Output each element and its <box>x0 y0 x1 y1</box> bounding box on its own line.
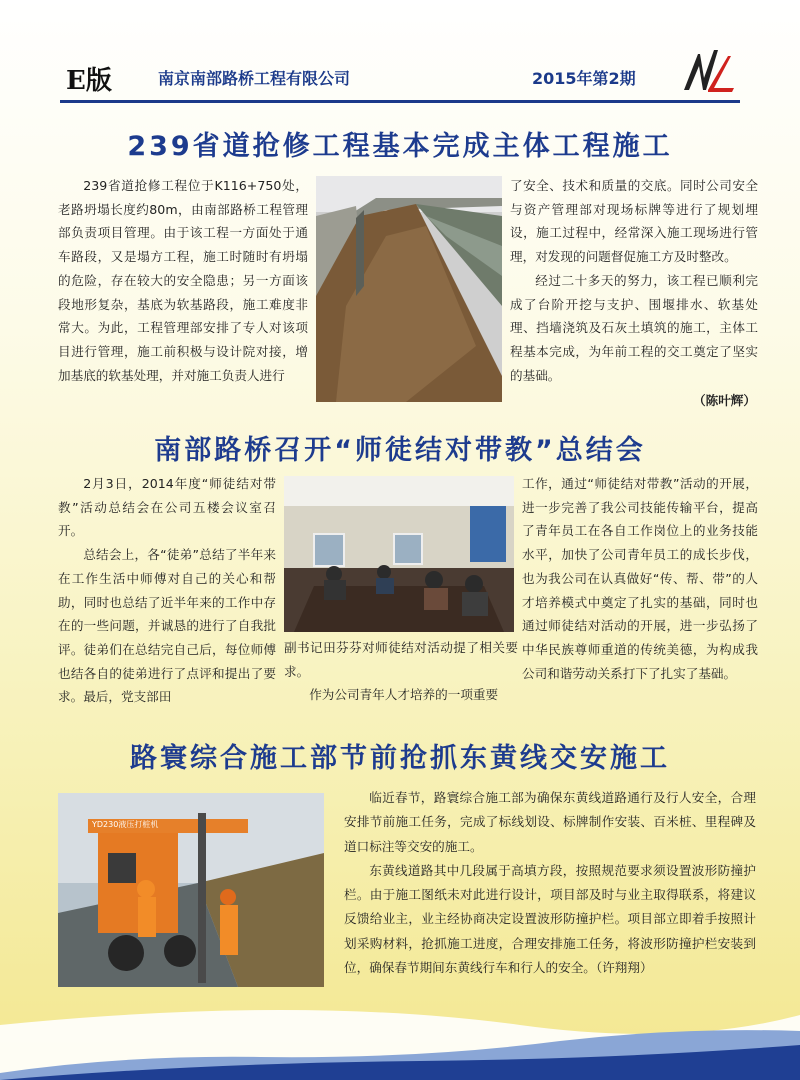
machine-label: YD230液压打桩机 <box>92 820 159 829</box>
article3-text-2: 东黄线道路其中几段属于高填方段，按照规范要求须设置波形防撞护栏。由于施工图纸未对此进行设计，项目部及时与业主取得联系，将建议反馈给业主，业主经协商决定设置波形防撞护栏。项目部立即着手按照计划采购材料，抢抓施工进度，合理安排施工任务，将波形防撞护栏安装到位，确保春节期间东黄线行车和行人的安全。（许翔翔） <box>344 862 756 976</box>
article2-mid-column <box>284 636 518 707</box>
decorative-wave <box>0 985 800 1080</box>
article3-text-1: 临近春节，路寰综合施工部为确保东黄线道路通行及行人安全，合理安排节前施工任务，完成了标线划设、标牌制作安装、百米桩、里程碑及道口标注等交安的施工。 <box>344 790 756 854</box>
article3-text-column <box>344 786 756 980</box>
article2-title: 南部路桥召开“师徒结对带教”总结会 <box>154 435 646 466</box>
article1-right-text-2: 经过二十多天的努力，该工程已顺利完成了台阶开挖与支护、围堰排水、软基处理、挡墙浇筑及石灰土填筑的施工，主体工程基本完成，为年前工程的交工奠定了坚实的基础。 <box>510 272 758 383</box>
page-header <box>0 0 800 112</box>
article1-right-text-1: 了安全、技术和质量的交底。同时公司安全与资产管理部对现场标牌等进行了规划埋设，施工过程中，经常深入施工现场进行管理，对发现的问题督促施工方及时整改。 <box>510 178 758 265</box>
article2-left-column <box>58 472 276 709</box>
header-rule <box>60 100 740 103</box>
article1-right-column <box>510 174 758 387</box>
nl-logo-icon <box>678 44 738 100</box>
meeting-icon <box>284 476 514 632</box>
company-name: 南京南部路桥工程有限公司 <box>158 69 351 88</box>
article1-left-column <box>58 174 308 387</box>
article1-title: 239省道抢修工程基本完成主体工程施工 <box>127 131 673 162</box>
article2-right-text: 工作，通过“师徒结对带教”活动的开展，进一步完善了我公司技能传输平台，提高了青年员工在各自工作岗位上的业务技能水平，加快了公司青年员工的成长步伐，也为我公司在认真做好“传、帮、带”的人才培养模式中奠定了扎实的基础，同时也通过师徒结对活动的开展，进一步弘扬了中华民族尊师重道的传统美德，为构成我公司和谐劳动关系打下了扎实了基础。 <box>522 476 758 681</box>
article2-mid-text-1: 副书记田芬芬对师徒结对活动提了相关要求。 <box>284 640 518 679</box>
edition-label: E版 <box>66 66 112 96</box>
article2-left-text-2: 总结会上，各“徒弟”总结了半年来在工作生活中师傅对自己的关心和帮助，同时也总结了近半年来的工作中存在的一些问题，并诚恳的进行了自我批评。徒弟们在总结完自己后，每位师傅也结各自的徒弟进行了点评和提出了要求。最后，党支部田 <box>58 547 276 705</box>
article1-author: （陈叶辉） <box>693 393 756 408</box>
article2-right-column <box>522 472 758 685</box>
meeting-photo <box>284 476 514 632</box>
article2-left-text-1: 2月3日，2014年度“师徒结对带教”活动总结会在公司五楼会议室召开。 <box>58 476 276 539</box>
pile-driver-photo <box>58 793 324 987</box>
article1-left-text: 239省道抢修工程位于K116+750处，老路坍塌长度约80m，由南部路桥工程管理部负责项目管理。由于该工程一方面处于通车路段，又是塌方工程，施工时随时有坍塌的危险，存在较大的安全隐患；另一方面该段地形复杂，基底为软基路段，施工难度非常大。为此，工程管理部安排了专人对该项目进行管理，施工前积极与设计院对接，增加基底的软基处理，并对施工负责人进行 <box>58 178 308 383</box>
article2-mid-text-2: 作为公司青年人才培养的一项重要 <box>309 687 499 703</box>
road-construction-icon <box>316 176 502 402</box>
issue-number: 2015年第2期 <box>532 69 636 88</box>
article3-title: 路寰综合施工部节前抢抓东黄线交安施工 <box>130 743 670 774</box>
road-construction-photo <box>316 176 502 402</box>
